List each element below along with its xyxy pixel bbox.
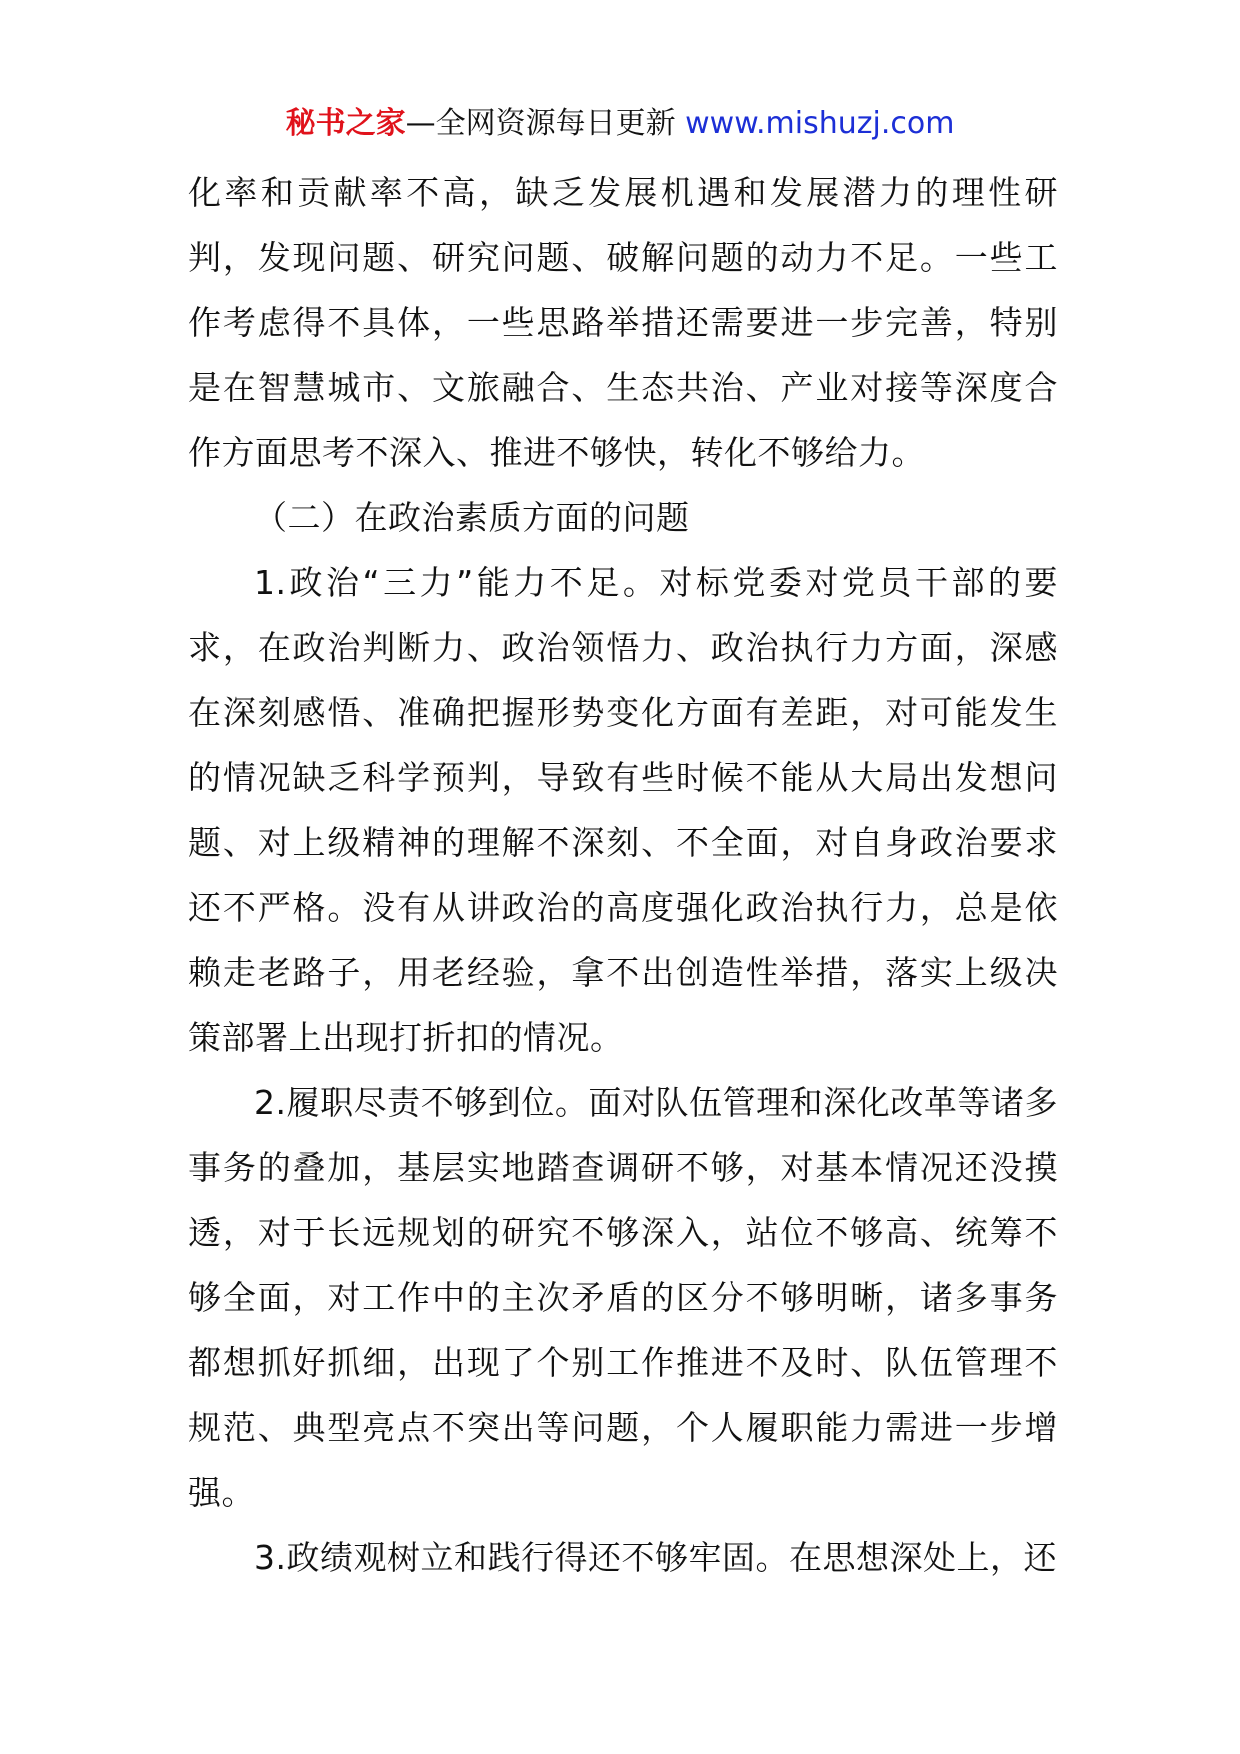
site-url-link[interactable]: www.mishuzj.com <box>685 106 955 141</box>
document-body <box>188 160 1058 1590</box>
paragraph-item-1: 1.政治“三力”能力不足。对标党委对党员干部的要求，在政治判断力、政治领悟力、政治执行力方面，深感在深刻感悟、准确把握形势变化方面有差距，对可能发生的情况缺乏科学预判，导致有些时候不能从大局出发想问题、对上级精神的理解不深刻、不全面，对自身政治要求还不严格。没有从讲政治的高度强化政治执行力，总是依赖走老路子，用老经验，拿不出创造性举措，落实上级决策部署上出现打折扣的情况。 <box>188 563 1058 1057</box>
site-brand: 秘书之家 <box>285 106 406 141</box>
site-slogan: —全网资源每日更新 <box>405 106 676 141</box>
site-header <box>0 102 1240 146</box>
section-heading: （二）在政治素质方面的问题 <box>254 498 690 537</box>
paragraph-continuation: 化率和贡献率不高，缺乏发展机遇和发展潜力的理性研判，发现问题、研究问题、破解问题的动力不足。一些工作考虑得不具体，一些思路举措还需要进一步完善，特别是在智慧城市、文旅融合、生态共治、产业对接等深度合作方面思考不深入、推进不够快，转化不够给力。 <box>188 173 1058 472</box>
paragraph-item-3: 3.政绩观树立和践行得还不够牢固。在思想深处上，还 <box>254 1538 1057 1577</box>
paragraph-item-2: 2.履职尽责不够到位。面对队伍管理和深化改革等诸多事务的叠加，基层实地踏查调研不够，对基本情况还没摸透，对于长远规划的研究不够深入，站位不够高、统筹不够全面，对工作中的主次矛盾的区分不够明晰，诸多事务都想抓好抓细，出现了个别工作推进不及时、队伍管理不规范、典型亮点不突出等问题，个人履职能力需进一步增强。 <box>188 1083 1058 1512</box>
